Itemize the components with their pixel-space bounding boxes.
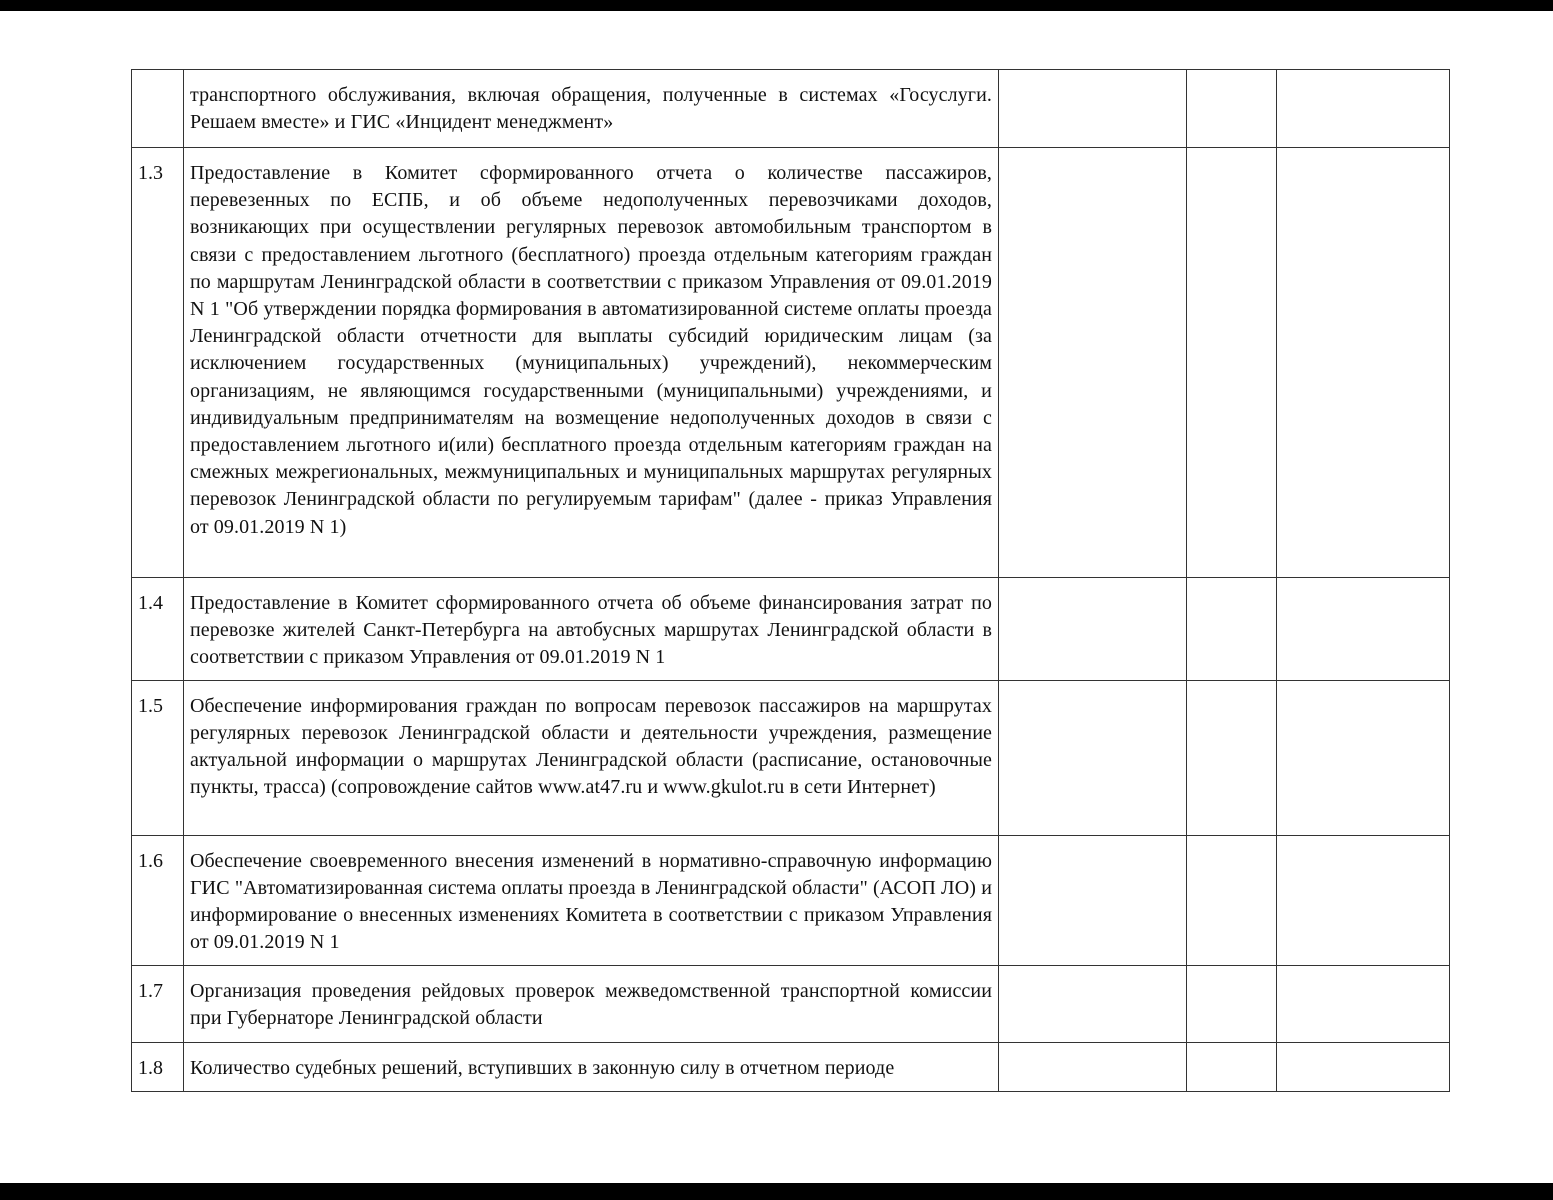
table-row bbox=[132, 578, 1450, 681]
empty-cell bbox=[1277, 965, 1450, 1042]
row-number: 1.3 bbox=[132, 148, 184, 578]
row-description: Обеспечение информирования граждан по вопросам перевозок пассажиров на маршрутах регулярных перевозок Ленинградской области и деятельности учреждения, размещение актуальной информации о маршрутах Ленинградской области (расписание, остановочные пункты, трасса) (сопровождение сайтов www.at47.ru и www.gkulot.ru в сети Интернет) bbox=[184, 680, 999, 835]
row-description: транспортного обслуживания, включая обращения, полученные в системах «Госуслуги. Решаем вместе» и ГИС «Инцидент менеджмент» bbox=[184, 70, 999, 148]
empty-cell bbox=[999, 70, 1187, 148]
empty-cell bbox=[999, 680, 1187, 835]
row-description: Предоставление в Комитет сформированного отчета о количестве пассажиров, перевезенных по ЕСПБ, и об объеме недополученных перевозчиками доходов, возникающих при осуществлении регулярных перевозок автомобильным транспортом в связи с предоставлением льготного (бесплатного) проезда отдельным категориям граждан по маршрутам Ленинградской области в соответствии с приказом Управления от 09.01.2019 N 1 "Об утверждении порядка формирования в автоматизированной системе оплаты проезда Ленинградской области отчетности для выплаты субсидий юридическим лицам (за исключением государственных (муниципальных) учреждений), некоммерческим организациям, не являющимся государственными (муниципальными) учреждениями, и индивидуальным предпринимателям на возмещение недополученных доходов в связи с предоставлением льготного и(или) бесплатного проезда отдельным категориям граждан на смежных межрегиональных, межмуниципальных и муниципальных маршрутах регулярных перевозок Ленинградской области по регулируемым тарифам" (далее - приказ Управления от 09.01.2019 N 1) bbox=[184, 148, 999, 578]
scan-border-top bbox=[0, 0, 1553, 11]
empty-cell bbox=[1187, 148, 1277, 578]
row-number bbox=[132, 70, 184, 148]
table-row bbox=[132, 680, 1450, 835]
empty-cell bbox=[1187, 70, 1277, 148]
document-table bbox=[131, 69, 1450, 1092]
empty-cell bbox=[1187, 578, 1277, 681]
empty-cell bbox=[999, 835, 1187, 965]
row-number: 1.6 bbox=[132, 835, 184, 965]
empty-cell bbox=[1187, 965, 1277, 1042]
empty-cell bbox=[1277, 1042, 1450, 1091]
empty-cell bbox=[1277, 835, 1450, 965]
empty-cell bbox=[999, 578, 1187, 681]
empty-cell bbox=[1187, 1042, 1277, 1091]
row-number: 1.4 bbox=[132, 578, 184, 681]
empty-cell bbox=[999, 1042, 1187, 1091]
empty-cell bbox=[1277, 148, 1450, 578]
table-row bbox=[132, 1042, 1450, 1091]
table-row bbox=[132, 148, 1450, 578]
row-number: 1.5 bbox=[132, 680, 184, 835]
empty-cell bbox=[1277, 70, 1450, 148]
empty-cell bbox=[1187, 680, 1277, 835]
empty-cell bbox=[999, 148, 1187, 578]
empty-cell bbox=[1187, 835, 1277, 965]
row-number: 1.8 bbox=[132, 1042, 184, 1091]
row-description: Предоставление в Комитет сформированного отчета об объеме финансирования затрат по перевозке жителей Санкт-Петербурга на автобусных маршрутах Ленинградской области в соответствии с приказом Управления от 09.01.2019 N 1 bbox=[184, 578, 999, 681]
table-row bbox=[132, 70, 1450, 148]
empty-cell bbox=[1277, 578, 1450, 681]
table-row bbox=[132, 965, 1450, 1042]
row-description: Количество судебных решений, вступивших в законную силу в отчетном периоде bbox=[184, 1042, 999, 1091]
row-number: 1.7 bbox=[132, 965, 184, 1042]
scan-border-bottom bbox=[0, 1183, 1553, 1200]
row-description: Организация проведения рейдовых проверок межведомственной транспортной комиссии при Губернаторе Ленинградской области bbox=[184, 965, 999, 1042]
empty-cell bbox=[1277, 680, 1450, 835]
row-description: Обеспечение своевременного внесения изменений в нормативно-справочную информацию ГИС "Автоматизированная система оплаты проезда в Ленинградской области" (АСОП ЛО) и информирование о внесенных изменениях Комитета в соответствии с приказом Управления от 09.01.2019 N 1 bbox=[184, 835, 999, 965]
empty-cell bbox=[999, 965, 1187, 1042]
table-row bbox=[132, 835, 1450, 965]
